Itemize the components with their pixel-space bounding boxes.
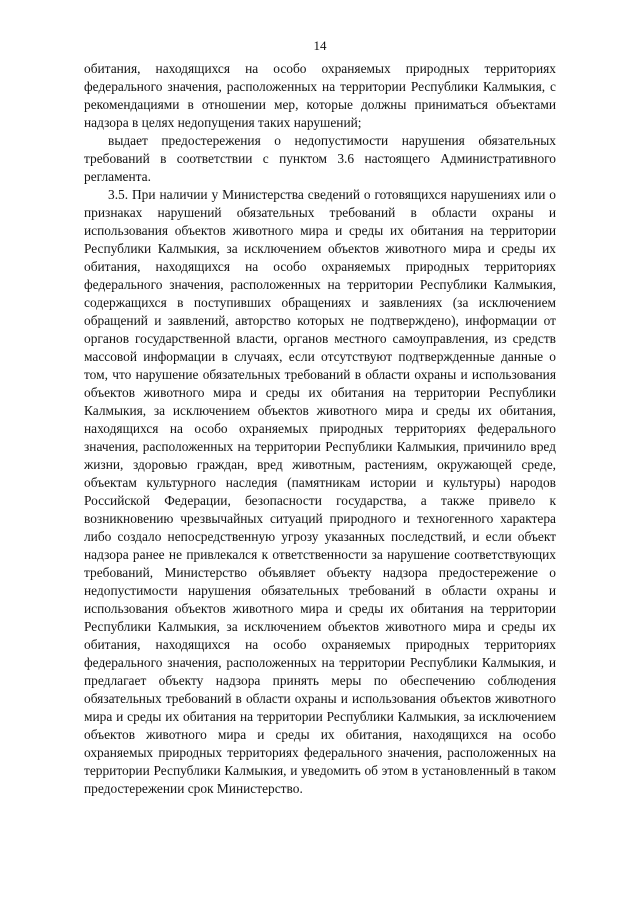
- page-number: 14: [313, 38, 327, 53]
- paragraph-warning-issuance: выдает предостережения о недопустимости нарушения обязательных требований в соответствии с пунктом 3.6 настоящего Административного регламента.: [84, 133, 556, 184]
- document-body: [84, 60, 556, 798]
- paragraph-section-3-5: 3.5. При наличии у Министерства сведений о готовящихся нарушениях или о признаках нарушений обязательных требований в области охраны и использования объектов животного мира и среды их обитания на территории Республики Калмыкия, за исключением объектов животного мира и среды их обитания, находящихся на особо охраняемых природных территориях федерального значения, расположенных на территории Республики Калмыкия, содержащихся в поступивших обращениях и заявлениях (за исключением обращений и заявлений, авторство которых не подтверждено), информации от органов государственной власти, органов местного самоуправления, из средств массовой информации в случаях, если отсутствуют подтвержденные данные о том, что нарушение обязательных требований в области охраны и использования объектов животного мира и среды их обитания на территории Республики Калмыкия, за исключением объектов животного мира и среды их обитания, находящихся на особо охраняемых природных территориях федерального значения, расположенных на территории Республики Калмыкия, причинило вред жизни, здоровью граждан, вред животным, растениям, окружающей среде, объектам культурного наследия (памятникам истории и культуры) народов Российской Федерации, безопасности государства, а также привело к возникновению чрезвычайных ситуаций природного и техногенного характера либо создало непосредственную угрозу указанных последствий, и если объект надзора ранее не привлекался к ответственности за нарушение соответствующих требований, Министерство объявляет объекту надзора предостережение о недопустимости нарушения обязательных требований в области охраны и использования объектов животного мира и среды их обитания на территории Республики Калмыкия, за исключением объектов животного мира и среды их обитания, находящихся на особо охраняемых природных территориях федерального значения, расположенных на территории Республики Калмыкия, и предлагает объекту надзора принять меры по обеспечению соблюдения обязательных требований в области охраны и использования объектов животного мира и среды их обитания на территории Республики Калмыкия, за исключением объектов животного мира и среды их обитания, находящихся на особо охраняемых природных территориях федерального значения, расположенных на территории Республики Калмыкия, и уведомить об этом в установленный в таком предостережении срок Министерство.: [84, 187, 556, 796]
- paragraph-continuation: обитания, находящихся на особо охраняемых природных территориях федерального значения, расположенных на территории Республики Калмыкия, с рекомендациями в отношении мер, которые должны приниматься объектами надзора в целях недопущения таких нарушений;: [84, 61, 556, 130]
